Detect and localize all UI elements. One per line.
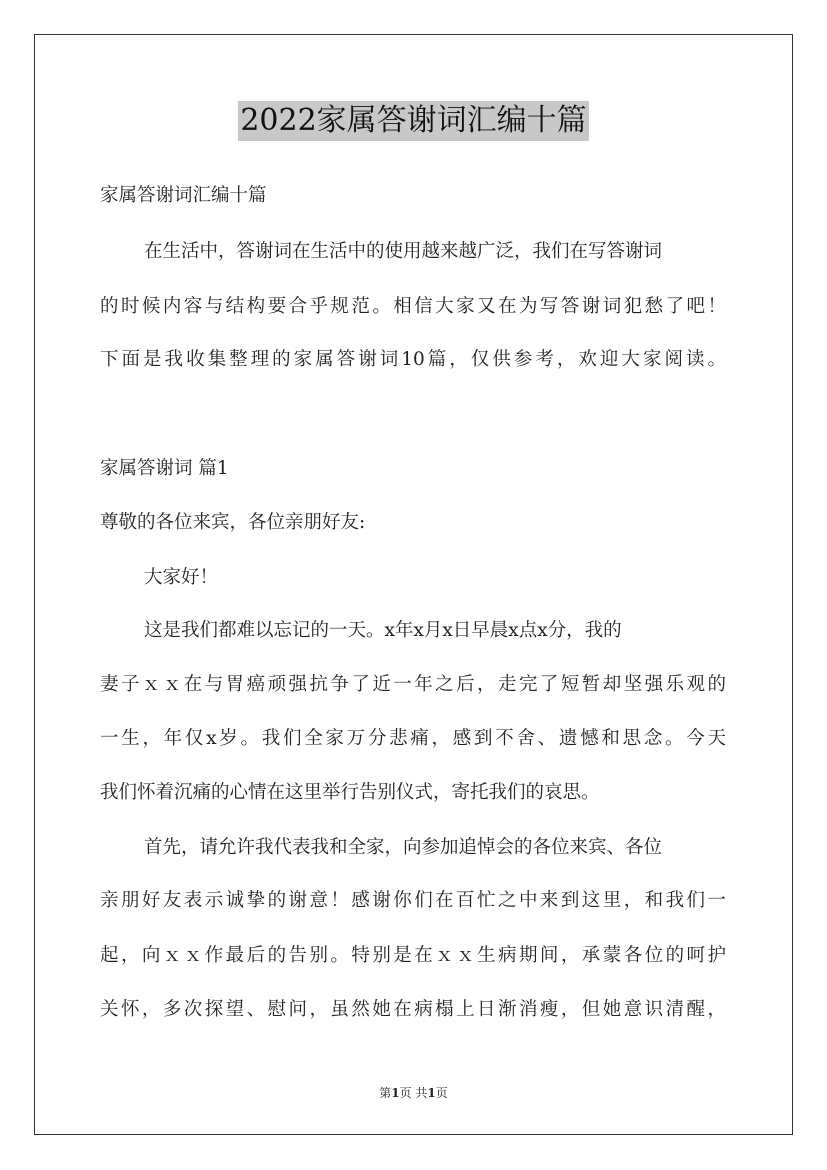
paragraph2-line-3: 起，向ｘｘ作最后的告别。特别是在ｘｘ生病期间，承蒙各位的呵护 — [100, 945, 726, 966]
paragraph1-line-4: 我们怀着沉痛的心情在这里举行告别仪式，寄托我们的哀思。 — [100, 782, 600, 803]
paragraph2-line-4: 关怀，多次探望、慰问，虽然她在病榻上日渐消瘦，但她意识清醒， — [100, 999, 726, 1020]
section-heading: 家属答谢词 篇1 — [100, 458, 229, 479]
page-footer — [0, 1084, 827, 1101]
salutation: 尊敬的各位来宾，各位亲朋好友: — [100, 512, 366, 533]
paragraph1-line-3: 一生，年仅x岁。我们全家万分悲痛，感到不舍、遗憾和思念。今天 — [100, 728, 726, 749]
document-subtitle: 家属答谢词汇编十篇 — [100, 185, 267, 206]
paragraph2-line-2: 亲朋好友表示诚挚的谢意！感谢你们在百忙之中来到这里，和我们一 — [100, 890, 726, 911]
paragraph1-line-2: 妻子ｘｘ在与胃癌顽强抗争了近一年之后，走完了短暂却坚强乐观的 — [100, 674, 726, 695]
greeting: 大家好！ — [144, 567, 219, 588]
intro-line-1: 在生活中，答谢词在生活中的使用越来越广泛，我们在写答谢词 — [144, 241, 663, 262]
intro-line-2: 的时候内容与结构要合乎规范。相信大家又在为写答谢词犯愁了吧！ — [100, 296, 726, 317]
footer-page-number: 1 — [391, 1086, 400, 1100]
document-title: 2022家属答谢词汇编十篇 — [238, 101, 588, 141]
paragraph2-line-1: 首先，请允许我代表我和全家，向参加追悼会的各位来宾、各位 — [144, 837, 663, 858]
footer-page-total: 1 — [427, 1086, 436, 1100]
intro-line-3: 下面是我收集整理的家属答谢词10篇，仅供参考，欢迎大家阅读。 — [100, 349, 726, 370]
footer-prefix: 第 — [379, 1086, 392, 1100]
paragraph1-line-1: 这是我们都难以忘记的一天。x年x月x日早晨x点x分，我的 — [144, 620, 622, 641]
footer-suffix: 页 — [435, 1086, 448, 1100]
footer-mid: 页 共 — [399, 1086, 428, 1100]
title-wrap — [0, 101, 827, 141]
